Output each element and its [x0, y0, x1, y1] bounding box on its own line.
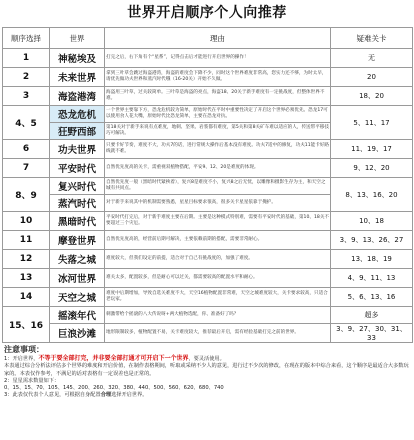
reason-cell: 难度较大，但我们设定的前提，适合对于自己有挑战度的，加强了难度。: [105, 250, 331, 269]
reason-cell: 自然优先度一般（黑暗时代紧挨着），复兴8是难度不小，复兴8之后无忧，以雕像和摄影生存为主，和天空之城有共同点。: [105, 178, 331, 195]
order-cell: 10: [3, 212, 50, 231]
hard-level-cell: 13、18、19: [331, 250, 413, 269]
note-3-prefix: 3：此表仅代表个人意见，可根据自身配置: [4, 392, 101, 399]
hard-level-cell: 9、12、20: [331, 159, 413, 178]
world-cell: 恐龙危机: [50, 106, 105, 123]
page-title: 世界开启顺序个人向推荐: [127, 5, 287, 21]
header-order: 顺序选择: [3, 28, 50, 49]
world-cell: 功夫世界: [50, 140, 105, 159]
world-cell: 复兴时代: [50, 178, 105, 195]
note-1-highlight: 不等于要全部打完，并非要全部打通才可开启下一个世界: [38, 355, 189, 362]
note-3-bold: 合理: [100, 392, 112, 399]
note-1-body: 本表通过综合分析法评估多个世界的难度和开启价值，在制作表格期间，听取或采纳不少人的意见，进行过不少次的修改，在现在的版本中综合来看，这个顺序是最适合大多数玩家的。本表仅作参考，不满足的话对表格有一定误差也是正常的。: [4, 363, 409, 377]
table-row: [3, 231, 413, 250]
note-3-suffix: 选择开启世界。: [111, 392, 148, 399]
hard-level-cell: 5、6、13、16: [331, 288, 413, 307]
order-cell: 2: [3, 68, 50, 87]
note-1-prefix: 1：开启世界，: [4, 356, 39, 362]
table-row: [3, 106, 413, 123]
table-row: [3, 87, 413, 106]
hard-level-cell: 3、9、13、26、27: [331, 231, 413, 250]
table-row: [3, 49, 413, 68]
hard-level-cell: 8、13、16、20: [331, 178, 413, 212]
reason-cell: 地形限制较多，植物配置不易，关卡难度较大，推荐最后开启，需有经验基础打完之前的世界。: [105, 324, 331, 343]
notes-section: [0, 343, 414, 402]
table-row: [3, 269, 413, 288]
world-cell: 巨浪沙滩: [50, 324, 105, 343]
world-cell: 失落之城: [50, 250, 105, 269]
world-cell: 神秘埃及: [50, 49, 105, 68]
reason-cell: 海盗用三叶草，过关较简单。三叶草是海盗的亮点，海盗18、20关于新手难度有一定挑战度，但整体世界不难。: [105, 87, 331, 106]
hard-level-cell: 20: [331, 68, 413, 87]
order-cell: 4、5: [3, 106, 50, 140]
world-cell: 蒸汽时代: [50, 195, 105, 212]
table-row: [3, 68, 413, 87]
world-cell: 天空之城: [50, 288, 105, 307]
hard-level-cell: 18、20: [331, 87, 413, 106]
world-cell: 摩登世界: [50, 231, 105, 250]
table-row: [3, 307, 413, 324]
order-cell: 13: [3, 269, 50, 288]
world-cell: 冰河世界: [50, 269, 105, 288]
hard-level-cell: 4、9、11、13: [331, 269, 413, 288]
reason-cell: 第18关对于新手来说有点难度，地刺、坚果、岩浆都有难度，第5关和第8关矿车难以适应的人，传送带平移技巧可解决。: [105, 123, 331, 140]
note-1-suffix: ，要灵活使用。: [188, 356, 225, 362]
table-row: [3, 250, 413, 269]
hard-level-cell: 3、9、27、30、31、33: [331, 324, 413, 343]
reason-cell: 只要卡好节奏，难度不大，功夫7的话，进行常规大操作后基本没有难度。功夫7适中的修复，功夫11能卡好路线就不难。: [105, 140, 331, 159]
world-cell: 摇滚年代: [50, 307, 105, 324]
order-cell: 1: [3, 49, 50, 68]
reason-cell: 打完之后，右下角有个“星系”，记得点击后才能进行开启世界的操作！: [105, 49, 331, 68]
reason-cell: 刺激带给个摇滚的八大传说呀+两大植物选配，你、准备好了吗？: [105, 307, 331, 324]
order-cell: 3: [3, 87, 50, 106]
table-row: [3, 140, 413, 159]
header-reason: 理由: [105, 28, 331, 49]
reason-cell: 对于新手来说其中的机制需要熟悉，星星目标要求很高，很多关卡星星依靠于掩护。: [105, 195, 331, 212]
order-cell: 15、16: [3, 307, 50, 343]
reason-cell: 一个世界主要靠下方，恐龙危机较为简单，原始时代在平时中重要性决定了开启这个世界必须优先。恐龙17可以使用食人花大嘴，原始时代比恐龙简单，主要在恐龙对抗。: [105, 106, 331, 123]
hard-level-cell: 超多: [331, 307, 413, 324]
header-hard: 疑难关卡: [331, 28, 413, 49]
hard-level-cell: 10、18: [331, 212, 413, 231]
world-cell: 黑暗时代: [50, 212, 105, 231]
note-3: [4, 392, 410, 399]
world-cell: 海盗港湾: [50, 87, 105, 106]
order-cell: 8、9: [3, 178, 50, 212]
note-2-values: 0、15、15、70、105、145、200、260、320、380、440、500、560、620、680、740: [4, 385, 224, 392]
table-row: [3, 288, 413, 307]
reason-cell: 自然优先度高的关卡，需重视双植物搭配，平安9、12、20是难度的体现。: [105, 159, 331, 178]
note-2: 2：星星需求数量如下：: [4, 377, 60, 384]
order-cell: 11: [3, 231, 50, 250]
hard-level-cell: 11、19、17: [331, 140, 413, 159]
world-cell: 未来世界: [50, 68, 105, 87]
table-row: [3, 212, 413, 231]
header-world: 世界: [50, 28, 105, 49]
table-row: [3, 159, 413, 178]
world-cell: 狂野西部: [50, 123, 105, 140]
order-cell: 7: [3, 159, 50, 178]
reason-cell: 拿到三叶草会跳过海盗港湾，海盗的难度会下降不少，同时这个世界难度非常高，您实力还不够，为时太早，请优先做功夫世界和蒸汽时代哦（16-20关）开始不久做。: [105, 68, 331, 87]
world-order-table: [2, 27, 413, 343]
reason-cell: 平安时代打完后，对于新手难度主要在后期。主要是这种模式特别难，需要有平安时代的基础，第10、18关不要超过三个灾厄。: [105, 212, 331, 231]
table-row: [3, 324, 413, 343]
order-cell: 12: [3, 250, 50, 269]
hard-level-cell: 无: [331, 49, 413, 68]
reason-cell: 难关太多，配置较多，但是耐心可以过关，都需要较高的配置水平和耐心。: [105, 269, 331, 288]
world-cell: 平安时代: [50, 159, 105, 178]
hard-level-cell: 5、11、17: [331, 106, 413, 140]
reason-cell: 难度中后期增加，导致自选关难度不大，天空16植物配置非常难，天空之城难度较大，关卡要求较高，只适合老玩家。: [105, 288, 331, 307]
table-row: [3, 178, 413, 195]
order-cell: 6: [3, 140, 50, 159]
notes-heading: 注意事项：: [4, 345, 44, 354]
order-cell: 14: [3, 288, 50, 307]
reason-cell: 自然优先度高的，经营前后期可解决，主要依赖前期的搭配，需要非常耐心。: [105, 231, 331, 250]
